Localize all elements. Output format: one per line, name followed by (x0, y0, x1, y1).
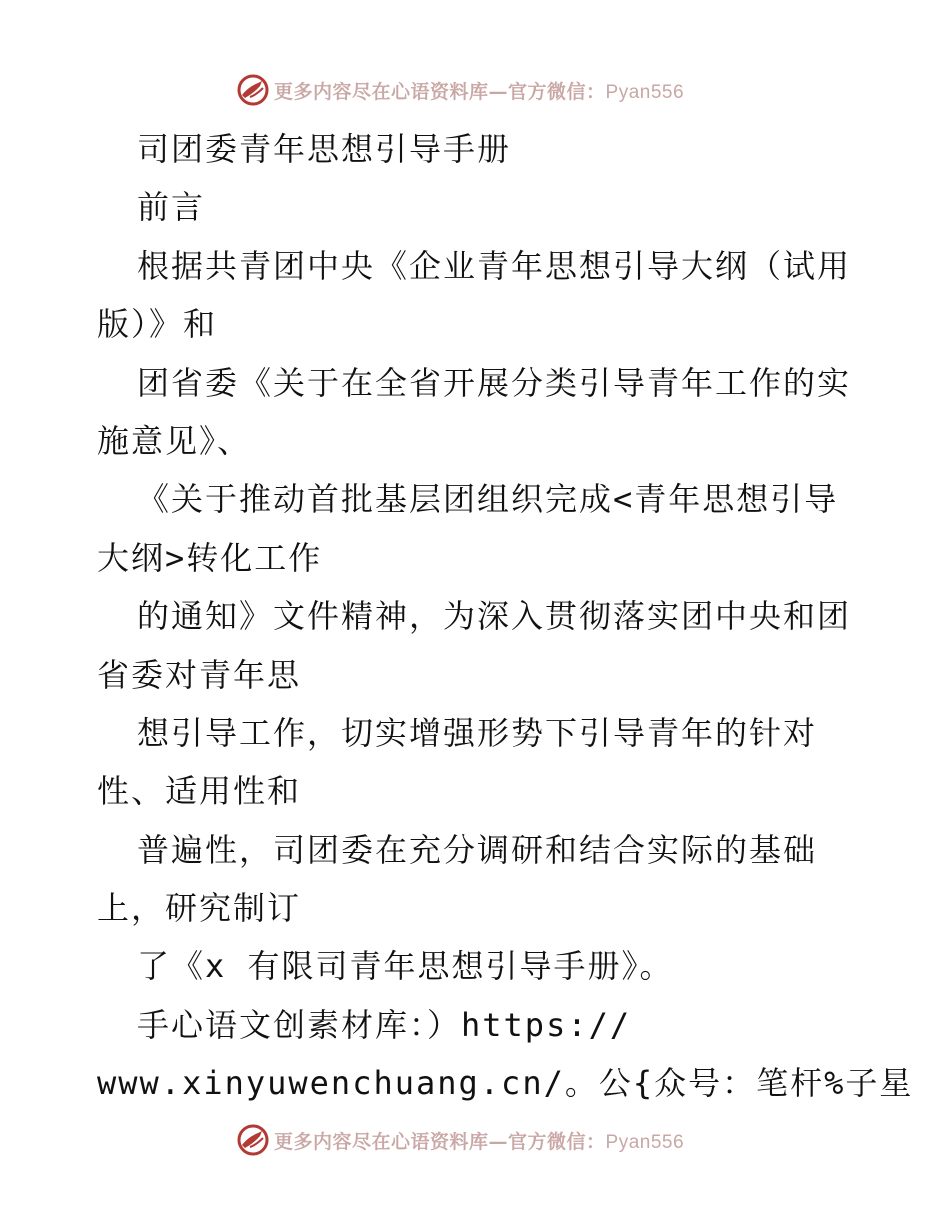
paragraph-line: 想引导工作，切实增强形势下引导青年的针对 (137, 713, 818, 752)
banner-main-text: 更多内容尽在心语资料库—官方微信： (274, 1130, 606, 1153)
paragraph-line: 团省委《关于在全省开展分类引导青年工作的实 (137, 363, 852, 402)
paragraph-line: 了《x 有限司青年思想引导手册》。 (137, 947, 674, 986)
document-body (97, 120, 914, 1113)
paragraph-line: 上，研究制订 (97, 889, 302, 928)
banner-wechat-id: Pyan556 (605, 1131, 685, 1153)
paragraph-line: 版）》和 (97, 305, 218, 344)
banner-main-text: 更多内容尽在心语资料库—官方微信： (274, 80, 606, 103)
doc-title: 司团委青年思想引导手册 (137, 130, 512, 168)
paragraph-line: 根据共青团中央《企业青年思想引导大纲（试用 (137, 246, 852, 285)
header-banner (236, 72, 684, 108)
paragraph-line: 大纲>转化工作 (97, 538, 323, 577)
banner-text (274, 1127, 684, 1154)
banner-text (274, 77, 684, 104)
pen-logo-icon (236, 1123, 270, 1157)
paragraph-line: 普遍性，司团委在充分调研和结合实际的基础 (137, 830, 818, 869)
footer-banner (236, 1122, 684, 1158)
paragraph-line: 性、适用性和 (97, 772, 302, 811)
paragraph-line: 省委对青年思 (97, 655, 302, 694)
paragraph-line: www.xinyuwenchuang.cn/。公{众号：笔杆%子星 (97, 1064, 914, 1103)
section-heading: 前言 (137, 188, 206, 227)
paragraph-line: 手心语文创素材库：）https:// (137, 1005, 632, 1044)
paragraph-line: 的通知》文件精神，为深入贯彻落实团中央和团 (137, 597, 852, 636)
paragraph-line: 《关于推动首批基层团组织完成<青年思想引导 (137, 480, 839, 519)
banner-wechat-id: Pyan556 (605, 81, 685, 103)
paragraph-line: 施意见》、 (97, 421, 252, 460)
pen-logo-icon (236, 73, 270, 107)
